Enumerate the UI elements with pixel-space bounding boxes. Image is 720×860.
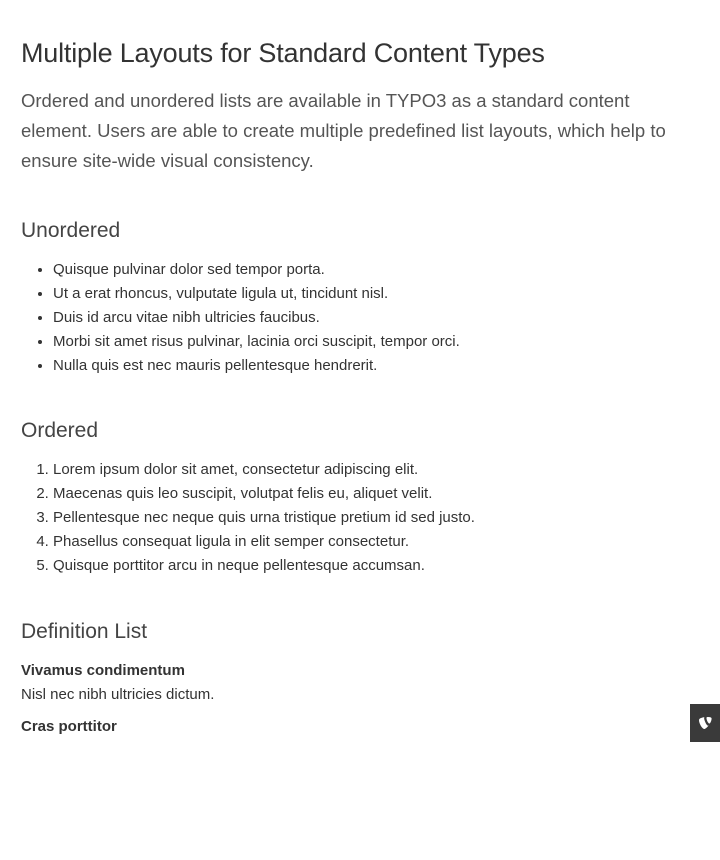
list-item: 3. Pellentesque nec neque quis urna tristique pretium id sed justo. bbox=[53, 506, 681, 530]
definition-list bbox=[21, 659, 681, 739]
list-item: • Duis id arcu vitae nibh ultricies faucibus. bbox=[53, 306, 681, 330]
unordered-list bbox=[21, 258, 681, 378]
intro-text: Ordered and unordered lists are available in TYPO3 as a standard content element. Users are able to create multiple predefined list layouts, which help to ensure site-wide visual consistency. bbox=[21, 90, 666, 171]
page-title: Multiple Layouts for Standard Content Types bbox=[21, 38, 545, 68]
list-item: 1. Lorem ipsum dolor sit amet, consectetur adipiscing elit. bbox=[53, 458, 681, 482]
definition-description: Nisl nec nibh ultricies dictum. bbox=[21, 686, 215, 703]
main-content bbox=[21, 36, 681, 739]
definition-term: Cras porttitor bbox=[21, 718, 117, 735]
definition-list-heading: Definition List bbox=[21, 620, 148, 643]
definition-term: Vivamus condimentum bbox=[21, 662, 185, 679]
ordered-heading: Ordered bbox=[21, 419, 99, 442]
list-item: • Ut a erat rhoncus, vulputate ligula ut, tincidunt nisl. bbox=[53, 282, 681, 306]
list-item: 4. Phasellus consequat ligula in elit semper consectetur. bbox=[53, 530, 681, 554]
list-item: • Quisque pulvinar dolor sed tempor porta. bbox=[53, 258, 681, 282]
list-item: • Nulla quis est nec mauris pellentesque hendrerit. bbox=[53, 354, 681, 378]
list-item: 2. Maecenas quis leo suscipit, volutpat felis eu, aliquet velit. bbox=[53, 482, 681, 506]
typo3-logo-icon bbox=[698, 716, 712, 730]
list-item: 5. Quisque porttitor arcu in neque pellentesque accumsan. bbox=[53, 554, 681, 578]
list-item: • Morbi sit amet risus pulvinar, lacinia orci suscipit, tempor orci. bbox=[53, 330, 681, 354]
unordered-heading: Unordered bbox=[21, 219, 121, 242]
typo3-badge-button[interactable] bbox=[690, 704, 720, 742]
ordered-list bbox=[21, 458, 681, 578]
